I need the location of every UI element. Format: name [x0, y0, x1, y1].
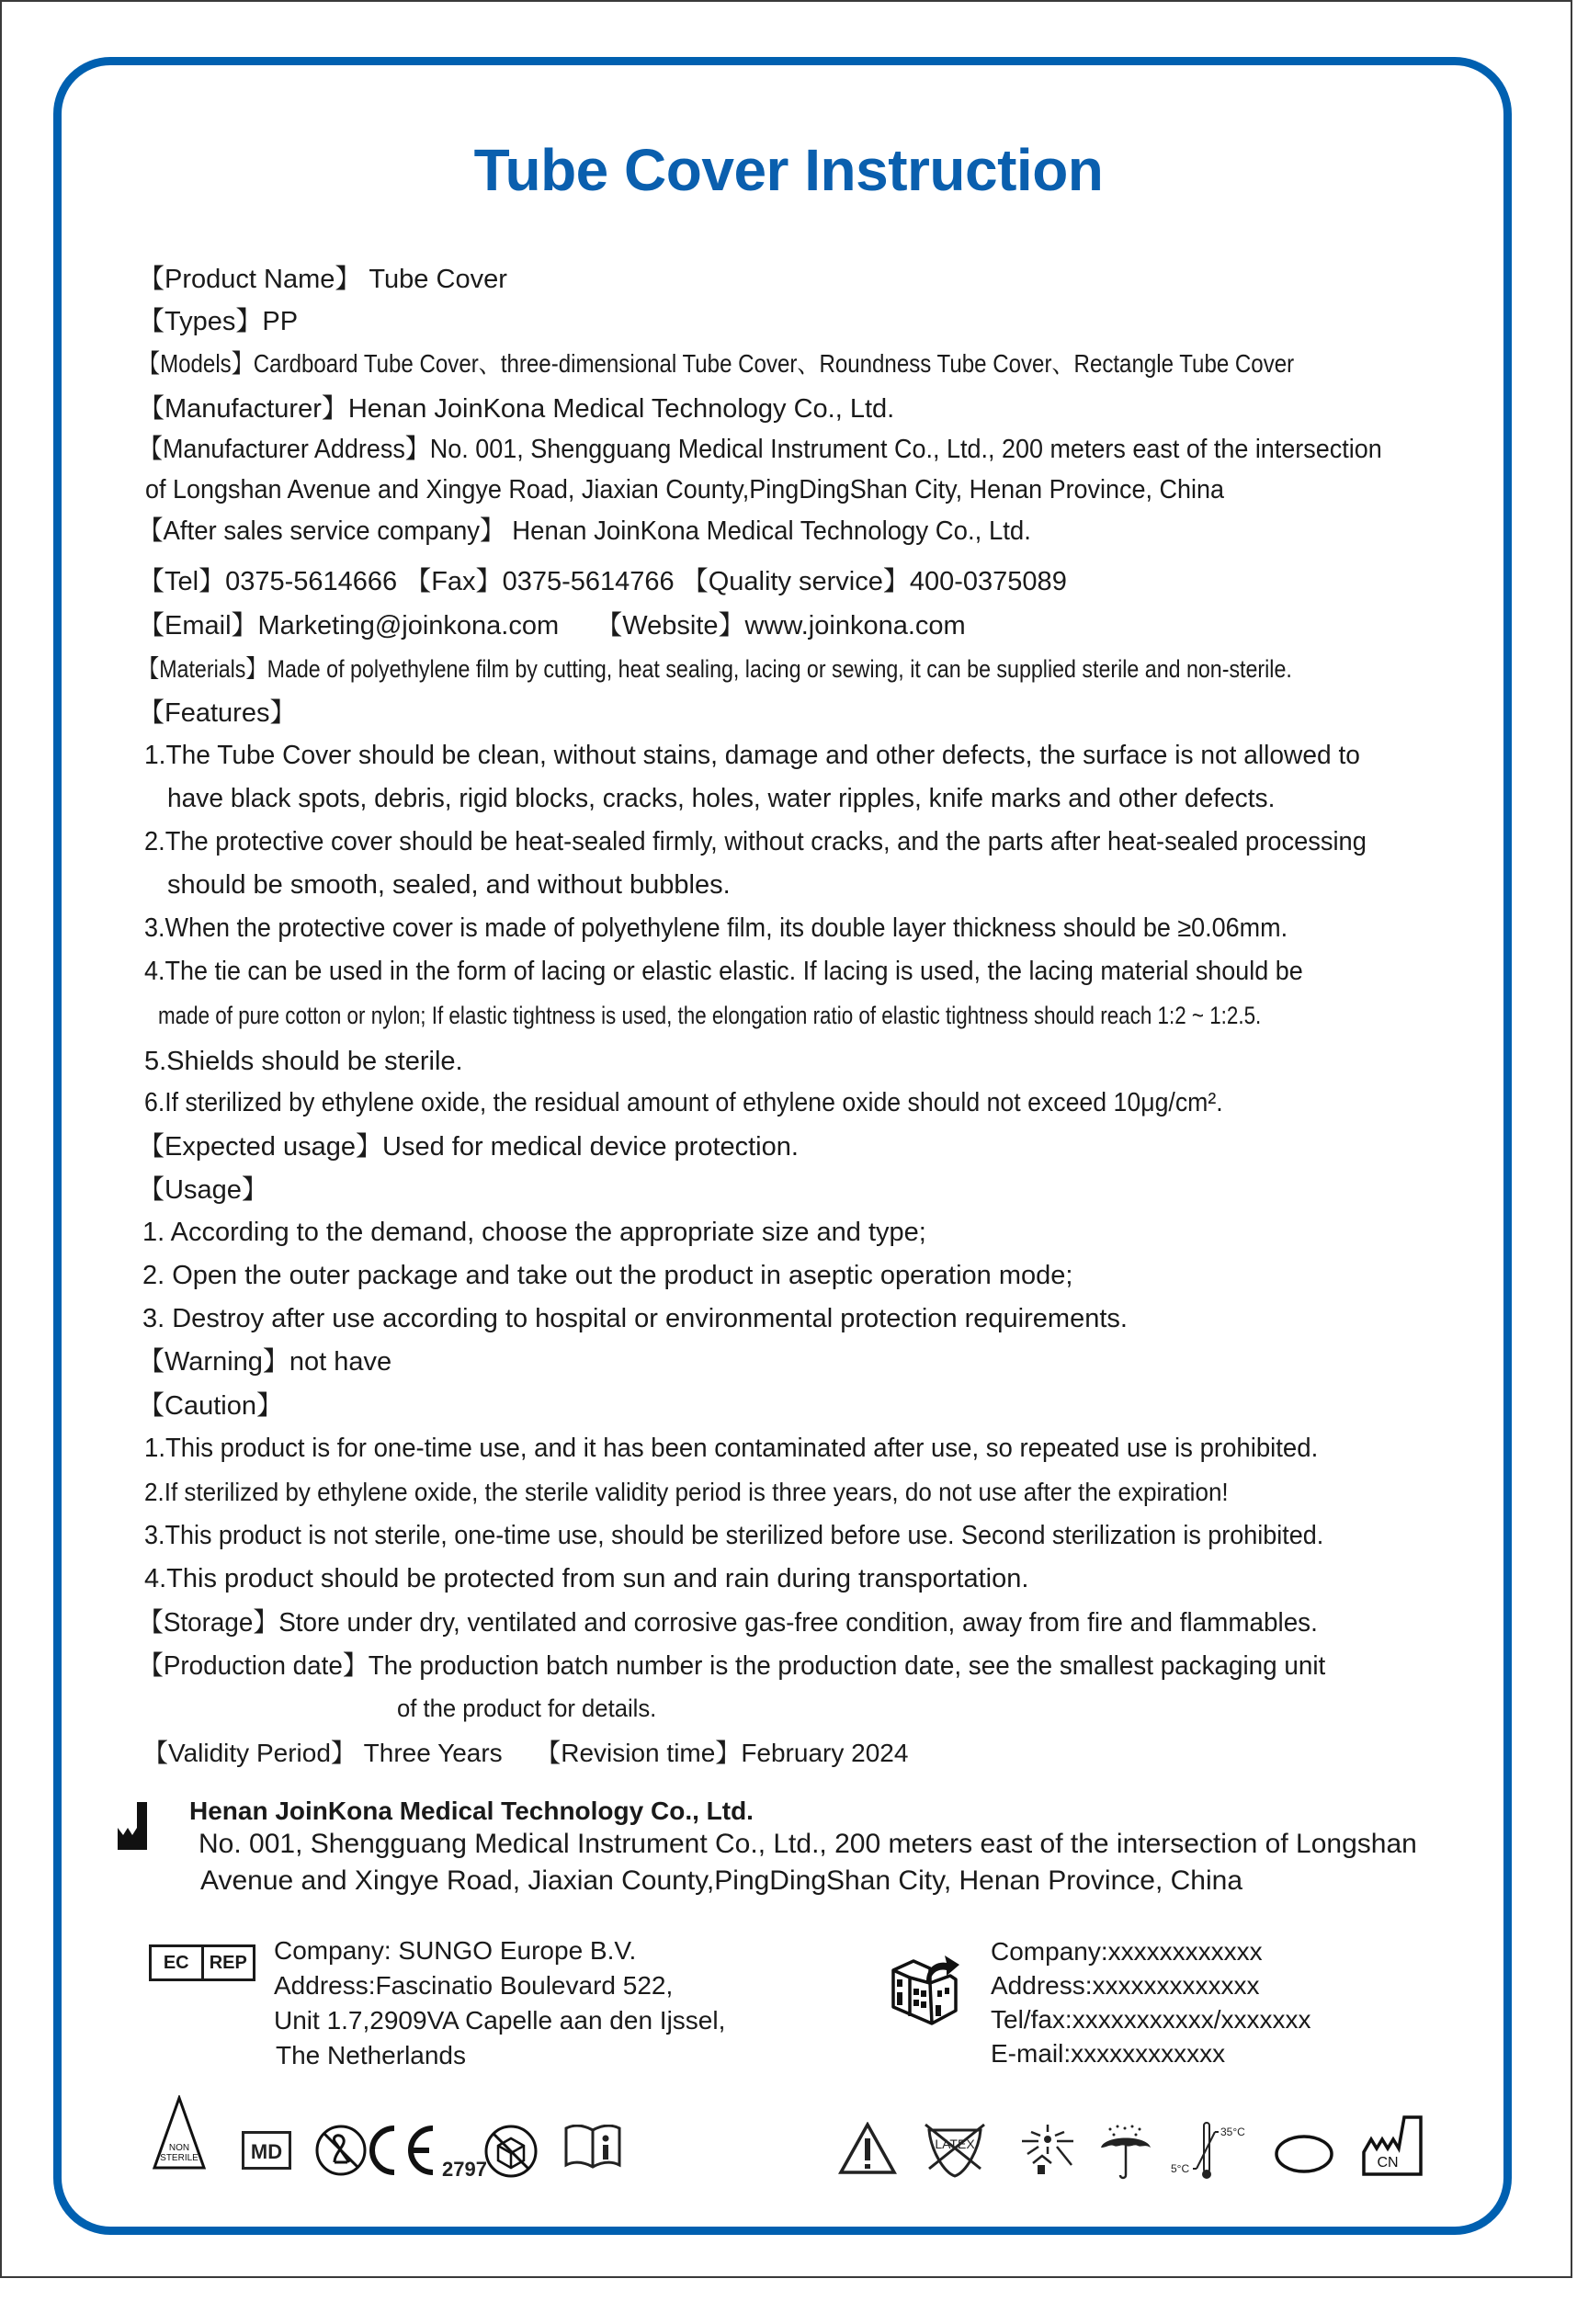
- expected-usage-row: [138, 1131, 799, 1162]
- feature-item: have black spots, debris, rigid blocks, cracks, holes, water ripples, knife marks and other defects.: [167, 784, 1276, 813]
- manufacturer-label: 【Manufacturer】: [138, 394, 348, 424]
- production-date-value: The production batch number is the production date, see the smallest packaging unit: [368, 1651, 1326, 1681]
- quality-service-label: 【Quality service】: [681, 567, 910, 596]
- feature-item: should be smooth, sealed, and without bubbles.: [167, 870, 731, 900]
- ec-rep-badge-ec: EC: [152, 1947, 204, 1978]
- ec-rep-line: Unit 1.7,2909VA Capelle aan den Ijssel,: [274, 2006, 726, 2035]
- latex-free-icon: [924, 2123, 986, 2178]
- country-of-manufacture-icon: [1362, 2115, 1424, 2176]
- feature-item: 2.The protective cover should be heat-sealed firmly, without cracks, and the parts after heat-sealed processing: [144, 827, 1367, 856]
- usage-item: 2. Open the outer package and take out the product in aseptic operation mode;: [142, 1261, 1073, 1290]
- revision-time-value: February 2024: [741, 1739, 909, 1767]
- usage-item: 3. Destroy after use according to hospital or environmental protection requirements.: [142, 1304, 1128, 1333]
- contact-row: [138, 566, 1067, 597]
- after-sales-label: 【After sales service company】: [138, 516, 505, 546]
- caution-heading: 【Caution】: [138, 1391, 283, 1421]
- product-name-row: [138, 264, 507, 295]
- importer-line: E-mail:xxxxxxxxxxxx: [991, 2039, 1226, 2068]
- validity-revision-row: [142, 1738, 908, 1769]
- production-date-line2: of the product for details.: [397, 1695, 657, 1722]
- keep-dry-icon: [1099, 2124, 1152, 2181]
- materials-row: [138, 653, 1292, 685]
- feature-item: 3.When the protective cover is made of polyethylene film, its double layer thickness should be ≥0.06mm.: [144, 913, 1288, 943]
- types-label: 【Types】: [138, 307, 263, 336]
- models-row: [138, 348, 1294, 380]
- expected-usage-label: 【Expected usage】: [138, 1132, 382, 1162]
- warning-row: [138, 1346, 391, 1377]
- ec-rep-badge-rep: REP: [209, 1952, 247, 1973]
- product-name-value: Tube Cover: [361, 265, 507, 294]
- ec-rep-badge: [149, 1944, 255, 1981]
- fax-label: 【Fax】: [404, 567, 503, 596]
- tel-value: 0375-5614666: [225, 567, 398, 596]
- validity-period-label: 【Validity Period】: [142, 1739, 357, 1767]
- after-sales-row: [138, 516, 1031, 547]
- storage-value: Store under dry, ventilated and corrosive gas-free condition, away from fire and flammables.: [278, 1608, 1318, 1638]
- manufacturer-value: Henan JoinKona Medical Technology Co., Ltd.: [347, 394, 895, 424]
- production-date-row: [138, 1650, 1325, 1682]
- caution-item: 2.If sterilized by ethylene oxide, the sterile validity period is three years, do not use after the expiration!: [144, 1478, 1229, 1506]
- feature-item: 1.The Tube Cover should be clean, without stains, damage and other defects, the surface is not allowed to: [144, 741, 1360, 770]
- models-value: Cardboard Tube Cover、three-dimensional Tube Cover、Roundness Tube Cover、Rectangle Tube Cover: [253, 349, 1295, 378]
- caution-item: 3.This product is not sterile, one-time use, should be sterilized before use. Second sterilization is prohibited.: [144, 1521, 1324, 1550]
- feature-item: 6.If sterilized by ethylene oxide, the residual amount of ethylene oxide should not exceed 10μg/cm².: [144, 1088, 1223, 1117]
- website-value[interactable]: www.joinkona.com: [744, 611, 966, 641]
- document-title: Tube Cover Instruction: [473, 137, 1104, 203]
- temperature-limit-icon: [1169, 2121, 1252, 2182]
- do-not-reuse-icon: [314, 2124, 368, 2177]
- manufacturer-address-value: No. 001, Shengguang Medical Instrument Co., Ltd., 200 meters east of the intersection: [429, 435, 1382, 464]
- feature-item: made of pure cotton or nylon; If elastic tightness is used, the elongation ratio of elastic tightness should reach 1:2 ~ 1:2.5.: [158, 1002, 1262, 1029]
- models-label: 【Models】: [138, 349, 254, 378]
- types-row: [138, 306, 298, 337]
- warning-value: not have: [289, 1347, 392, 1377]
- production-date-label: 【Production date】: [138, 1651, 369, 1681]
- do-not-use-if-damaged-icon: [483, 2124, 539, 2179]
- email-label: 【Email】: [138, 611, 258, 641]
- validity-period-value: Three Years: [356, 1739, 503, 1767]
- non-sterile-text: NON: [168, 2143, 190, 2153]
- temp-low: 5°C: [1171, 2162, 1190, 2175]
- medical-device-icon: [242, 2131, 291, 2170]
- feature-item: 5.Shields should be sterile.: [144, 1047, 463, 1076]
- importer-icon: [890, 1952, 963, 2027]
- non-sterile-icon: [152, 2095, 207, 2171]
- product-name-label: 【Product Name】: [138, 265, 362, 294]
- oval-icon: [1274, 2134, 1334, 2174]
- importer-line: Tel/fax:xxxxxxxxxxx/xxxxxxx: [991, 2005, 1311, 2034]
- non-sterile-text: STERILE: [160, 2153, 199, 2163]
- manufacturer-row: [138, 393, 894, 425]
- importer-line: Address:xxxxxxxxxxxxx: [991, 1971, 1260, 2000]
- storage-label: 【Storage】: [138, 1608, 279, 1638]
- caution-icon: [838, 2122, 897, 2175]
- latex-text: LATEX: [935, 2137, 975, 2151]
- expected-usage-value: Used for medical device protection.: [382, 1132, 799, 1162]
- manufacturer-address-row: [138, 434, 1382, 465]
- materials-value: Made of polyethylene film by cutting, heat sealing, lacing or sewing, it can be supplied sterile and non-sterile.: [267, 655, 1292, 683]
- manufacturer-block-name: Henan JoinKona Medical Technology Co., Ltd.: [189, 1797, 754, 1825]
- ec-rep-line: Address:Fascinatio Boulevard 522,: [274, 1971, 674, 2000]
- caution-item: 4.This product should be protected from sun and rain during transportation.: [144, 1564, 1029, 1593]
- email-row: [138, 610, 966, 641]
- email-value[interactable]: Marketing@joinkona.com: [257, 611, 560, 641]
- storage-row: [138, 1607, 1318, 1638]
- manufacturer-icon: [118, 1802, 147, 1850]
- keep-away-from-sunlight-icon: [1018, 2125, 1075, 2176]
- website-label: 【Website】: [596, 611, 745, 641]
- manufacturer-block-address-line2: Avenue and Xingye Road, Jiaxian County,PingDingShan City, Henan Province, China: [200, 1865, 1243, 1896]
- ec-rep-line: Company: SUNGO Europe B.V.: [274, 1936, 637, 1965]
- manufacturer-address-line2: of Longshan Avenue and Xingye Road, Jiaxian County,PingDingShan City, Henan Province, China: [145, 475, 1224, 504]
- revision-time-label: 【Revision time】: [535, 1739, 742, 1767]
- types-value: PP: [262, 307, 299, 336]
- ce-mark-icon: [369, 2123, 488, 2180]
- temp-high: 35°C: [1220, 2126, 1245, 2138]
- country-code: CN: [1377, 2155, 1399, 2171]
- quality-service-value: 400-0375089: [909, 567, 1067, 596]
- usage-item: 1. According to the demand, choose the appropriate size and type;: [142, 1218, 926, 1247]
- md-text: MD: [250, 2140, 283, 2163]
- feature-item: 4.The tie can be used in the form of lacing or elastic elastic. If lacing is used, the lacing material should be: [144, 957, 1303, 986]
- fax-value: 0375-5614766: [502, 567, 675, 596]
- materials-label: 【Materials】: [138, 655, 267, 683]
- importer-line: Company:xxxxxxxxxxxx: [991, 1937, 1263, 1966]
- consult-instructions-icon: [564, 2125, 621, 2171]
- features-heading: 【Features】: [138, 698, 297, 728]
- ce-number: 2797: [442, 2158, 487, 2180]
- manufacturer-address-label: 【Manufacturer Address】: [138, 435, 430, 464]
- after-sales-value: Henan JoinKona Medical Technology Co., Ltd.: [505, 516, 1031, 546]
- ec-rep-line: The Netherlands: [276, 2041, 467, 2069]
- tel-label: 【Tel】: [138, 567, 226, 596]
- manufacturer-block-address-line1: No. 001, Shengguang Medical Instrument Co., Ltd., 200 meters east of the intersection of Longshan: [199, 1829, 1417, 1859]
- warning-label: 【Warning】: [138, 1347, 289, 1377]
- usage-heading: 【Usage】: [138, 1175, 268, 1205]
- caution-item: 1.This product is for one-time use, and it has been contaminated after use, so repeated use is prohibited.: [144, 1434, 1319, 1463]
